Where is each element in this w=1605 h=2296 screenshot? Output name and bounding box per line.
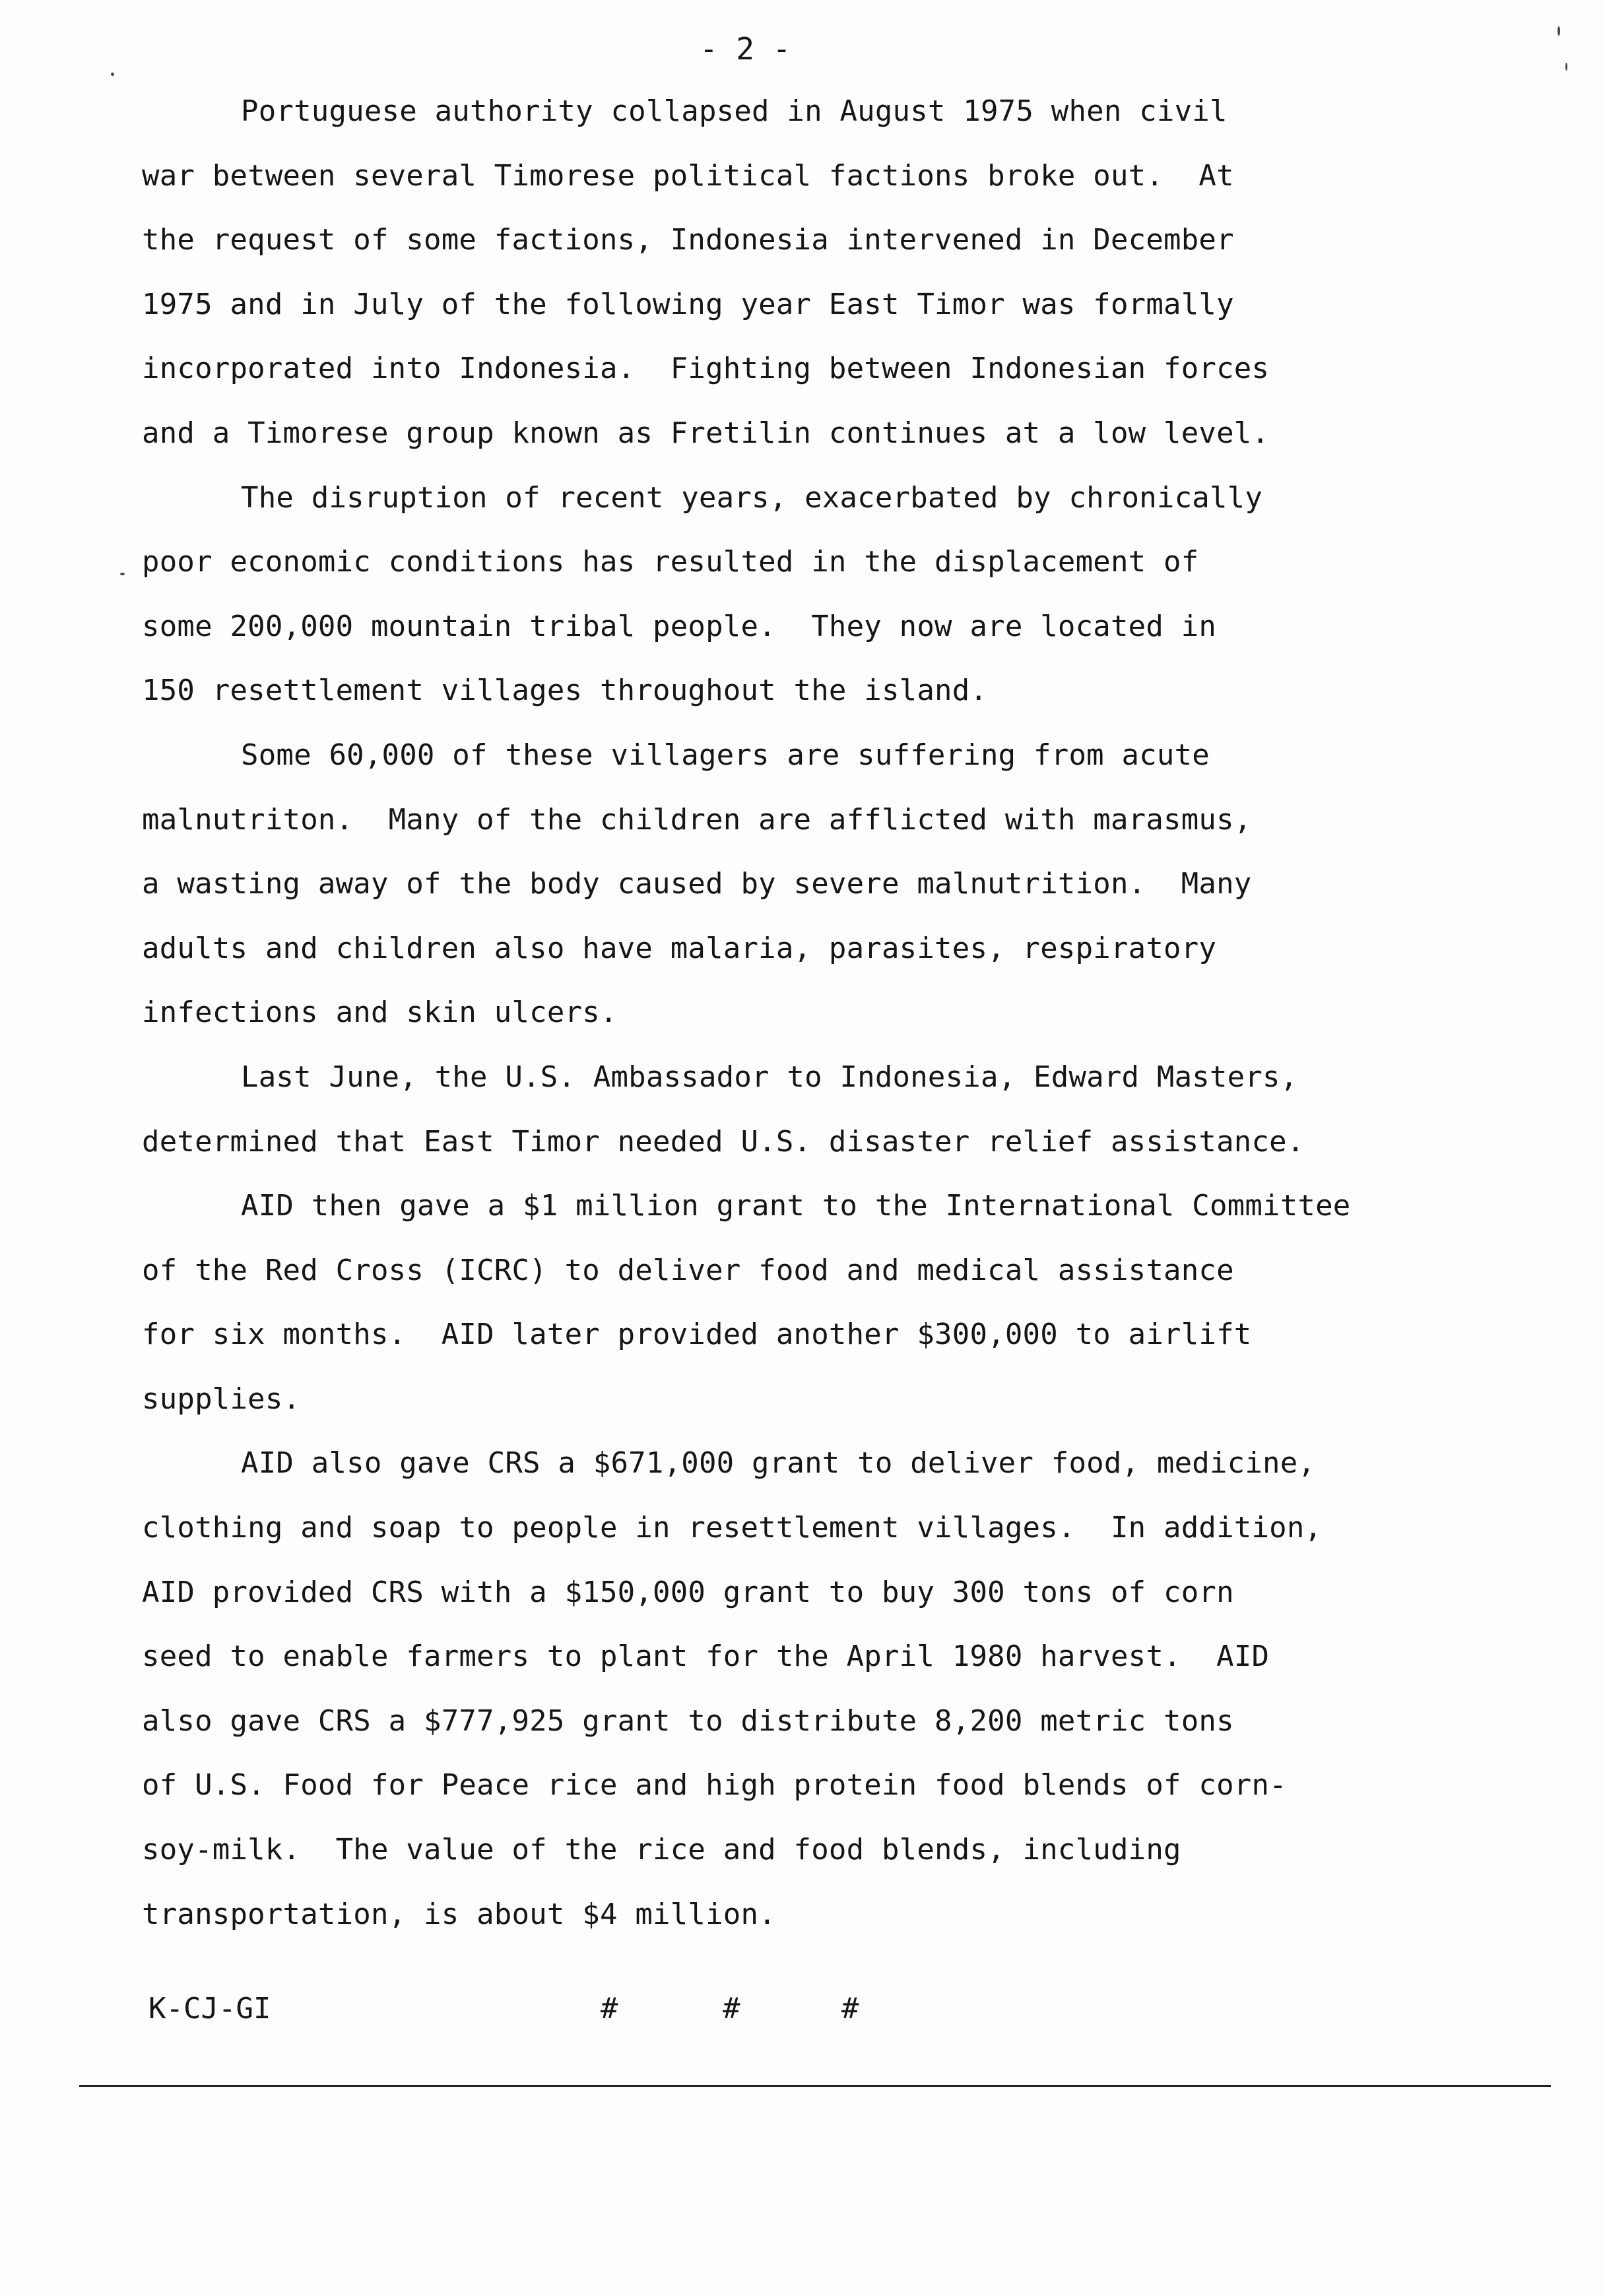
text-line: some 200,000 mountain tribal people. They now are located in xyxy=(142,609,1217,643)
text-line: of the Red Cross (ICRC) to deliver food and medical assistance xyxy=(142,1253,1234,1287)
text-line: supplies. xyxy=(142,1382,301,1416)
text-line: 150 resettlement villages throughout the island. xyxy=(142,674,988,708)
end-mark: # xyxy=(723,1992,740,2025)
text-line: AID also gave CRS a $671,000 grant to deliver food, medicine, xyxy=(241,1446,1316,1481)
body-text xyxy=(142,79,1515,1946)
text-line: transportation, is about $4 million. xyxy=(142,1897,776,1931)
text-line: soy-milk. The value of the rice and food blends, including xyxy=(142,1833,1181,1867)
scan-speck xyxy=(111,73,114,76)
scan-speck xyxy=(1565,63,1567,71)
text-line: infections and skin ulcers. xyxy=(142,996,618,1030)
text-line: poor economic conditions has resulted in the displacement of xyxy=(142,545,1199,579)
scan-speck xyxy=(1557,26,1560,36)
text-line: malnutriton. Many of the children are afflicted with marasmus, xyxy=(142,802,1252,837)
end-mark: # xyxy=(841,1992,859,2025)
text-line: also gave CRS a $777,925 grant to distribute 8,200 metric tons xyxy=(142,1704,1234,1738)
text-line: determined that East Timor needed U.S. disaster relief assistance. xyxy=(142,1124,1305,1159)
text-line: a wasting away of the body caused by severe malnutrition. Many xyxy=(142,867,1252,901)
text-line: for six months. AID later provided another $300,000 to airlift xyxy=(142,1318,1252,1352)
page-number: - 2 - xyxy=(700,31,791,67)
paragraph xyxy=(142,79,1515,466)
text-line: and a Timorese group known as Fretilin continues at a low level. xyxy=(142,416,1270,450)
text-line: incorporated into Indonesia. Fighting between Indonesian forces xyxy=(142,352,1270,386)
text-line: clothing and soap to people in resettlement villages. In addition, xyxy=(142,1511,1323,1545)
paragraph xyxy=(142,1174,1515,1431)
paragraph xyxy=(142,1431,1515,1946)
footer-rule xyxy=(79,2085,1551,2087)
paragraph xyxy=(142,1045,1515,1174)
text-line: Portuguese authority collapsed in August 1975 when civil xyxy=(241,94,1228,128)
text-line: of U.S. Food for Peace rice and high protein food blends of corn- xyxy=(142,1768,1287,1802)
end-mark: # xyxy=(601,1992,618,2025)
document-footer xyxy=(142,1989,1515,2035)
text-line: AID provided CRS with a $150,000 grant to buy 300 tons of corn xyxy=(142,1575,1234,1609)
scan-speck xyxy=(120,573,125,575)
paragraph xyxy=(142,723,1515,1045)
text-line: the request of some factions, Indonesia intervened in December xyxy=(142,223,1234,257)
paragraph xyxy=(142,466,1515,723)
text-line: adults and children also have malaria, parasites, respiratory xyxy=(142,931,1217,965)
text-line: The disruption of recent years, exacerbated by chronically xyxy=(241,480,1263,515)
footer-reference-code: K-CJ-GI xyxy=(148,1992,271,2025)
text-line: 1975 and in July of the following year East Timor was formally xyxy=(142,287,1234,321)
text-line: war between several Timorese political factions broke out. At xyxy=(142,158,1234,193)
text-line: seed to enable farmers to plant for the April 1980 harvest. AID xyxy=(142,1640,1270,1674)
text-line: Last June, the U.S. Ambassador to Indonesia, Edward Masters, xyxy=(241,1060,1298,1094)
text-line: AID then gave a $1 million grant to the International Committee xyxy=(241,1189,1351,1223)
text-line: Some 60,000 of these villagers are suffering from acute xyxy=(241,738,1210,772)
